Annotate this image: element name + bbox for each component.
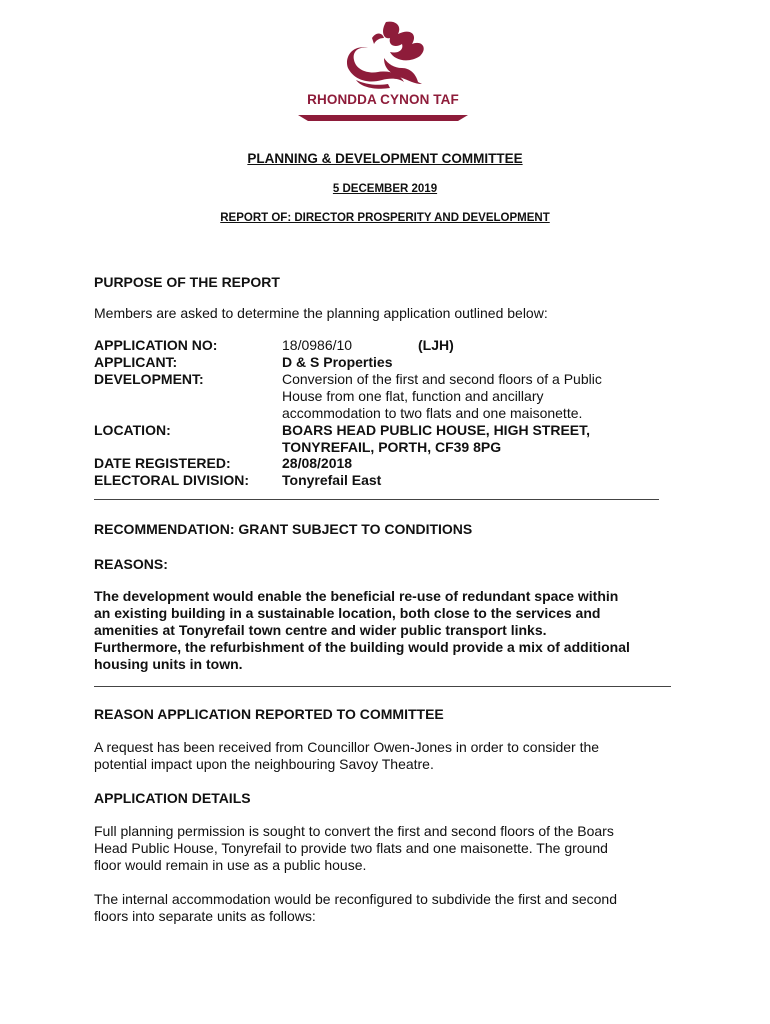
purpose-text: Members are asked to determine the planning application outlined below: — [94, 305, 548, 321]
reasons-line: The development would enable the beneficial re-use of redundant space within — [94, 588, 619, 604]
logo-text: RHONDDA CYNON TAF — [307, 92, 459, 107]
meeting-date: 5 DECEMBER 2019 — [332, 183, 438, 195]
details-para1-line: floor would remain in use as a public house. — [94, 857, 367, 873]
date-registered-value: 28/08/2018 — [282, 455, 353, 471]
reasons-line: amenities at Tonyrefail town centre and wider public transport links. — [94, 622, 547, 638]
electoral-division-label: ELECTORAL DIVISION: — [94, 472, 250, 488]
reasons-line: Furthermore, the refurbishment of the building would provide a mix of additional — [94, 639, 630, 655]
committee-reason-line: A request has been received from Councillor Owen-Jones in order to consider the — [94, 739, 600, 755]
reasons-line: an existing building in a sustainable location, both close to the services and — [94, 605, 601, 621]
purpose-heading: PURPOSE OF THE REPORT — [94, 274, 280, 290]
committee-reason-line: potential impact upon the neighbouring Savoy Theatre. — [94, 756, 434, 772]
applicant-label: APPLICANT: — [94, 354, 178, 370]
logo-underline — [298, 113, 468, 123]
committee-reason-heading: REASON APPLICATION REPORTED TO COMMITTEE — [94, 706, 444, 722]
development-line: House from one flat, function and ancillary — [282, 388, 544, 404]
location-label: LOCATION: — [94, 422, 171, 438]
committee-title: PLANNING & DEVELOPMENT COMMITTEE — [247, 151, 523, 166]
officer-code: (LJH) — [418, 337, 454, 353]
reasons-line: housing units in town. — [94, 656, 243, 672]
details-para1-line: Head Public House, Tonyrefail to provide two flats and one maisonette. The ground — [94, 840, 608, 856]
details-para2-line: The internal accommodation would be reconfigured to subdivide the first and second — [94, 891, 617, 907]
divider — [94, 499, 659, 500]
reasons-heading: REASONS: — [94, 556, 168, 572]
applicant-value: D & S Properties — [282, 354, 393, 370]
application-no-value: 18/0986/10 — [282, 337, 353, 353]
date-registered-label: DATE REGISTERED: — [94, 455, 231, 471]
development-line: Conversion of the first and second floors of a Public — [282, 371, 602, 387]
location-line: TONYREFAIL, PORTH, CF39 8PG — [282, 439, 502, 455]
electoral-division-value: Tonyrefail East — [282, 472, 382, 488]
details-para1-line: Full planning permission is sought to convert the first and second floors of the Boars — [94, 823, 614, 839]
dragon-icon — [298, 18, 468, 92]
location-line: BOARS HEAD PUBLIC HOUSE, HIGH STREET, — [282, 422, 591, 438]
details-para2-line: floors into separate units as follows: — [94, 908, 316, 924]
recommendation: RECOMMENDATION: GRANT SUBJECT TO CONDITIONS — [94, 521, 473, 537]
divider — [94, 686, 671, 687]
details-heading: APPLICATION DETAILS — [94, 790, 251, 806]
development-line: accommodation to two flats and one maisonette. — [282, 405, 583, 421]
development-label: DEVELOPMENT: — [94, 371, 204, 387]
report-of: REPORT OF: DIRECTOR PROSPERITY AND DEVELOPMENT — [220, 212, 550, 224]
council-logo — [298, 18, 468, 128]
application-no-label: APPLICATION NO: — [94, 337, 218, 353]
